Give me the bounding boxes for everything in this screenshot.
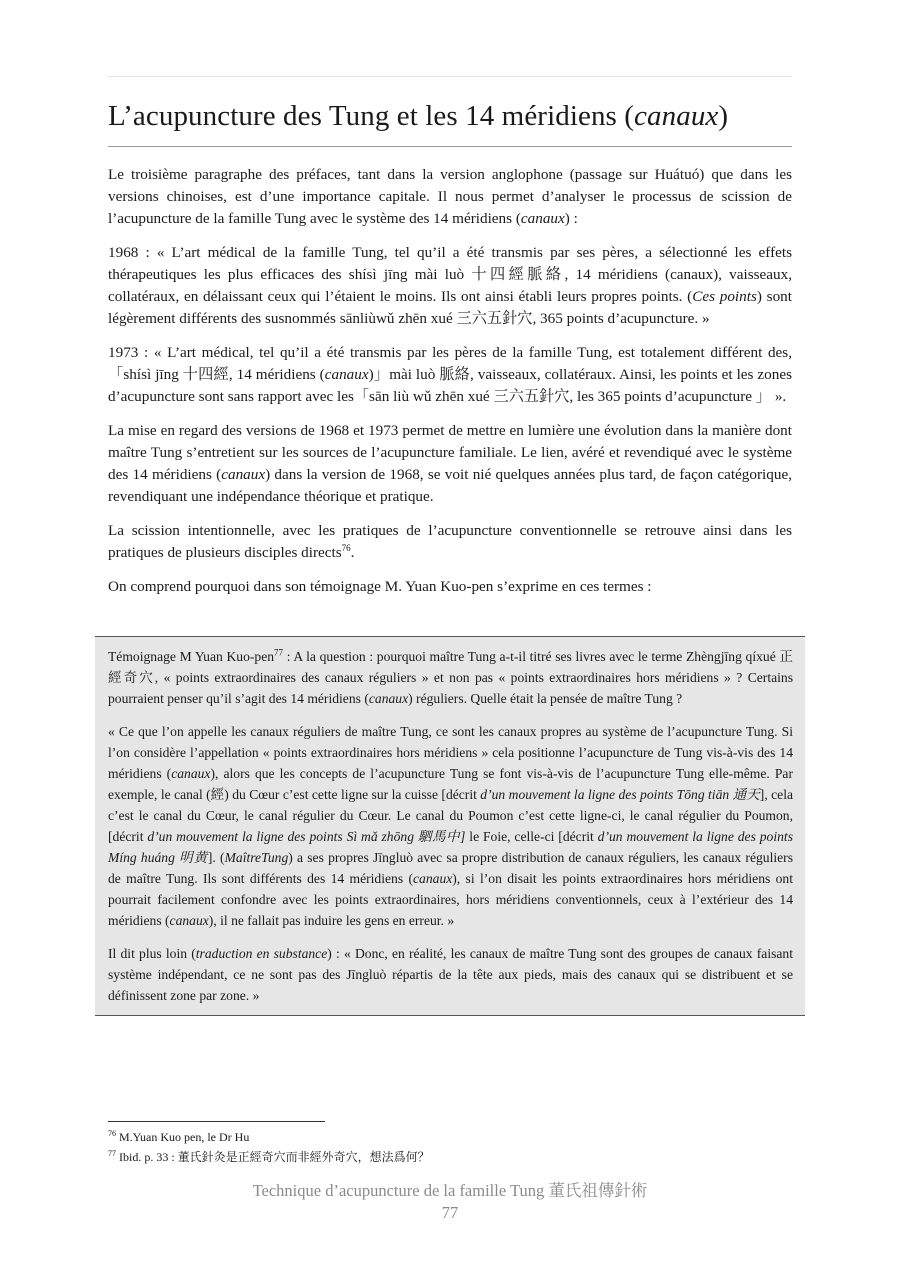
text: ) a ses propres Jīngluò avec sa propre distribution de canaux réguliers, les canaux réguliers de maître Tung. Ils sont différents des 14 méridiens (: [108, 850, 793, 886]
emphasis: canaux: [324, 366, 369, 383]
text: ), alors que les concepts de l’acupuncture Tung se font vis-à-vis de l’acupuncture Tung elle-même. Par exemple, le canal (經) du Cœur c’est cette ligne sur la cuisse [décrit: [108, 766, 793, 802]
header-rule: [108, 76, 792, 77]
paragraph-intro: [108, 164, 792, 230]
footnote-ref-77[interactable]: 77: [274, 647, 284, 658]
title-rule: [108, 146, 792, 147]
emphasis: traduction en substance: [195, 946, 328, 961]
text: ) réguliers. Quelle était la pensée de maître Tung ?: [408, 691, 683, 706]
text: ) :: [564, 210, 578, 227]
text: ) : « Donc, en réalité, les canaux de maître Tung sont des groupes de canaux faisant système indépendant, ce ne sont pas des Jīngluò répartis de la tête aux pieds, mais des canaux qui se distribuent et se définissent zone par zone. »: [108, 946, 793, 1003]
paragraph-scission: [108, 520, 792, 564]
testimony-answer: [108, 721, 793, 931]
page-title: [108, 100, 728, 133]
text: Il dit plus loin (: [108, 946, 196, 961]
footer-book-title: Technique d’acupuncture de la famille Tung 董氏祖傳針術: [252, 1181, 648, 1200]
emphasis: d’un mouvement la ligne des points Tōng tiān 通天: [480, 787, 760, 802]
text: : A la question : pourquoi maître Tung a-t-il titré ses livres avec le terme Zhèngjīng qíxué 正經奇穴, « points extraordinaires des canaux réguliers » et non pas « points extraordinaires hors méridiens » ? Certains pourraient penser qu’il s’agit des 14 méridiens (: [108, 649, 793, 706]
text: ], cela c’est le canal du Cœur, le canal régulier du Cœur. Le canal du Poumon c’est cette ligne-ci, le canal régulier du Poumon, [décrit: [108, 787, 794, 844]
paragraph-1968: [108, 242, 792, 330]
footnote-ref-76[interactable]: 76: [341, 542, 351, 553]
emphasis: canaux: [413, 871, 453, 886]
emphasis: canaux: [520, 210, 565, 227]
footnote-number: 76: [108, 1129, 116, 1138]
page-title-text: L’acupuncture des Tung et les 14 méridiens (: [108, 100, 635, 132]
emphasis: d’un mouvement la ligne des points Sì mǎ zhōng 駟馬中]: [147, 829, 466, 844]
text: « Ce que l’on appelle les canaux réguliers de maître Tung, ce sont les canaux propres au système de l’acupuncture Tung. Si l’on considère l’appellation « points extraordinaires hors méridiens » cela positionne l’acupuncture de Tung vis-à-vis des 14 méridiens (: [108, 724, 793, 781]
footnote-rule: [108, 1121, 325, 1122]
text: ) dans la version de 1968, se voit nié quelques années plus tard, de façon catégorique, revendiquant une indépendance théorique et pratique.: [108, 466, 792, 505]
footnote-text: Ibid. p. 33 : 董氏針灸是正經奇穴而非經外奇穴，想法爲何？: [116, 1150, 430, 1164]
emphasis: Ces points: [692, 288, 757, 305]
text: le Foie, celle-ci [décrit: [465, 829, 598, 844]
footnotes: [108, 1127, 430, 1167]
paragraph-comparison: [108, 420, 792, 508]
testimony-question: [108, 646, 793, 709]
footnote-77: [108, 1147, 430, 1167]
testimony-box: [95, 636, 805, 1016]
text: La scission intentionnelle, avec les pratiques de l’acupuncture conventionnelle se retrouve ainsi dans les pratiques de plusieurs disciples directs: [108, 522, 792, 561]
paragraph-1973: [108, 342, 792, 408]
text: La mise en regard des versions de 1968 et 1973 permet de mettre en lumière une évolution dans la manière dont maître Tung s’entretient sur les sources de l’acupuncture familiale. Le lien, avéré et revendiqué avec le système des 14 méridiens (: [108, 422, 792, 483]
text: Témoignage M Yuan Kuo-pen: [108, 649, 275, 664]
body-text: [108, 164, 792, 610]
footnote-number: 77: [108, 1149, 116, 1158]
text: ), si l’on disait les points extraordinaires hors méridiens ont pourrait facilement confondre avec les points extraordinaires, hors méridiens conventionnels, ceux à l’extérieur des 14 méridiens (: [108, 871, 794, 928]
text: .: [350, 544, 355, 561]
page-title-close: ): [718, 100, 729, 132]
emphasis: canaux: [169, 913, 209, 928]
footnote-76: [108, 1127, 430, 1147]
emphasis: d’un mouvement la ligne des points Míng huáng 明黄: [108, 829, 793, 865]
testimony-conclusion: [108, 943, 793, 1006]
text: )」mài luò 脈絡, vaisseaux, collatéraux. Ainsi, les points et les zones d’acupuncture sont sans rapport avec les「sān liù wǔ zhēn xué 三六五針穴, les 365 points d’acupuncture 」 ».: [108, 366, 792, 405]
page-number: 77: [441, 1203, 459, 1222]
emphasis: MaîtreTung: [224, 850, 289, 865]
page-title-emphasis: canaux: [634, 100, 719, 132]
emphasis: canaux: [171, 766, 211, 781]
text: ) sont légèrement différents des susnommés sānliùwǔ zhēn xué 三六五針穴, 365 points d’acupuncture. »: [108, 288, 792, 327]
text: ]. (: [207, 850, 225, 865]
footnote-text: M.Yuan Kuo pen, le Dr Hu: [116, 1130, 250, 1144]
text: 1973 : « L’art médical, tel qu’il a été transmis par les pères de la famille Tung, est totalement différent des, 「shísì jīng 十四經, 14 méridiens (: [108, 344, 792, 383]
text: 1968 : « L’art médical de la famille Tung, tel qu’il a été transmis par ses pères, a sélectionné les effets thérapeutiques les plus efficaces des shísì jīng mài luò 十四經脈絡, 14 méridiens (canaux), vaisseaux, collatéraux, en délaissant ceux qui l’étaient le moins. Ils ont ainsi établi leurs propres points. (: [108, 244, 792, 305]
emphasis: canaux: [221, 466, 266, 483]
emphasis: canaux: [368, 691, 409, 706]
page-footer: [0, 1180, 900, 1224]
text: ), il ne fallait pas induire les gens en erreur. »: [208, 913, 455, 928]
text: Le troisième paragraphe des préfaces, tant dans la version anglophone (passage sur Huátuó) que dans les versions chinoises, est d’une importance capitale. Il nous permet d’analyser le processus de scission de l’acupuncture de la famille Tung avec le système des 14 méridiens (: [108, 166, 792, 227]
paragraph-lead-in: On comprend pourquoi dans son témoignage M. Yuan Kuo-pen s’exprime en ces termes :: [108, 578, 652, 595]
